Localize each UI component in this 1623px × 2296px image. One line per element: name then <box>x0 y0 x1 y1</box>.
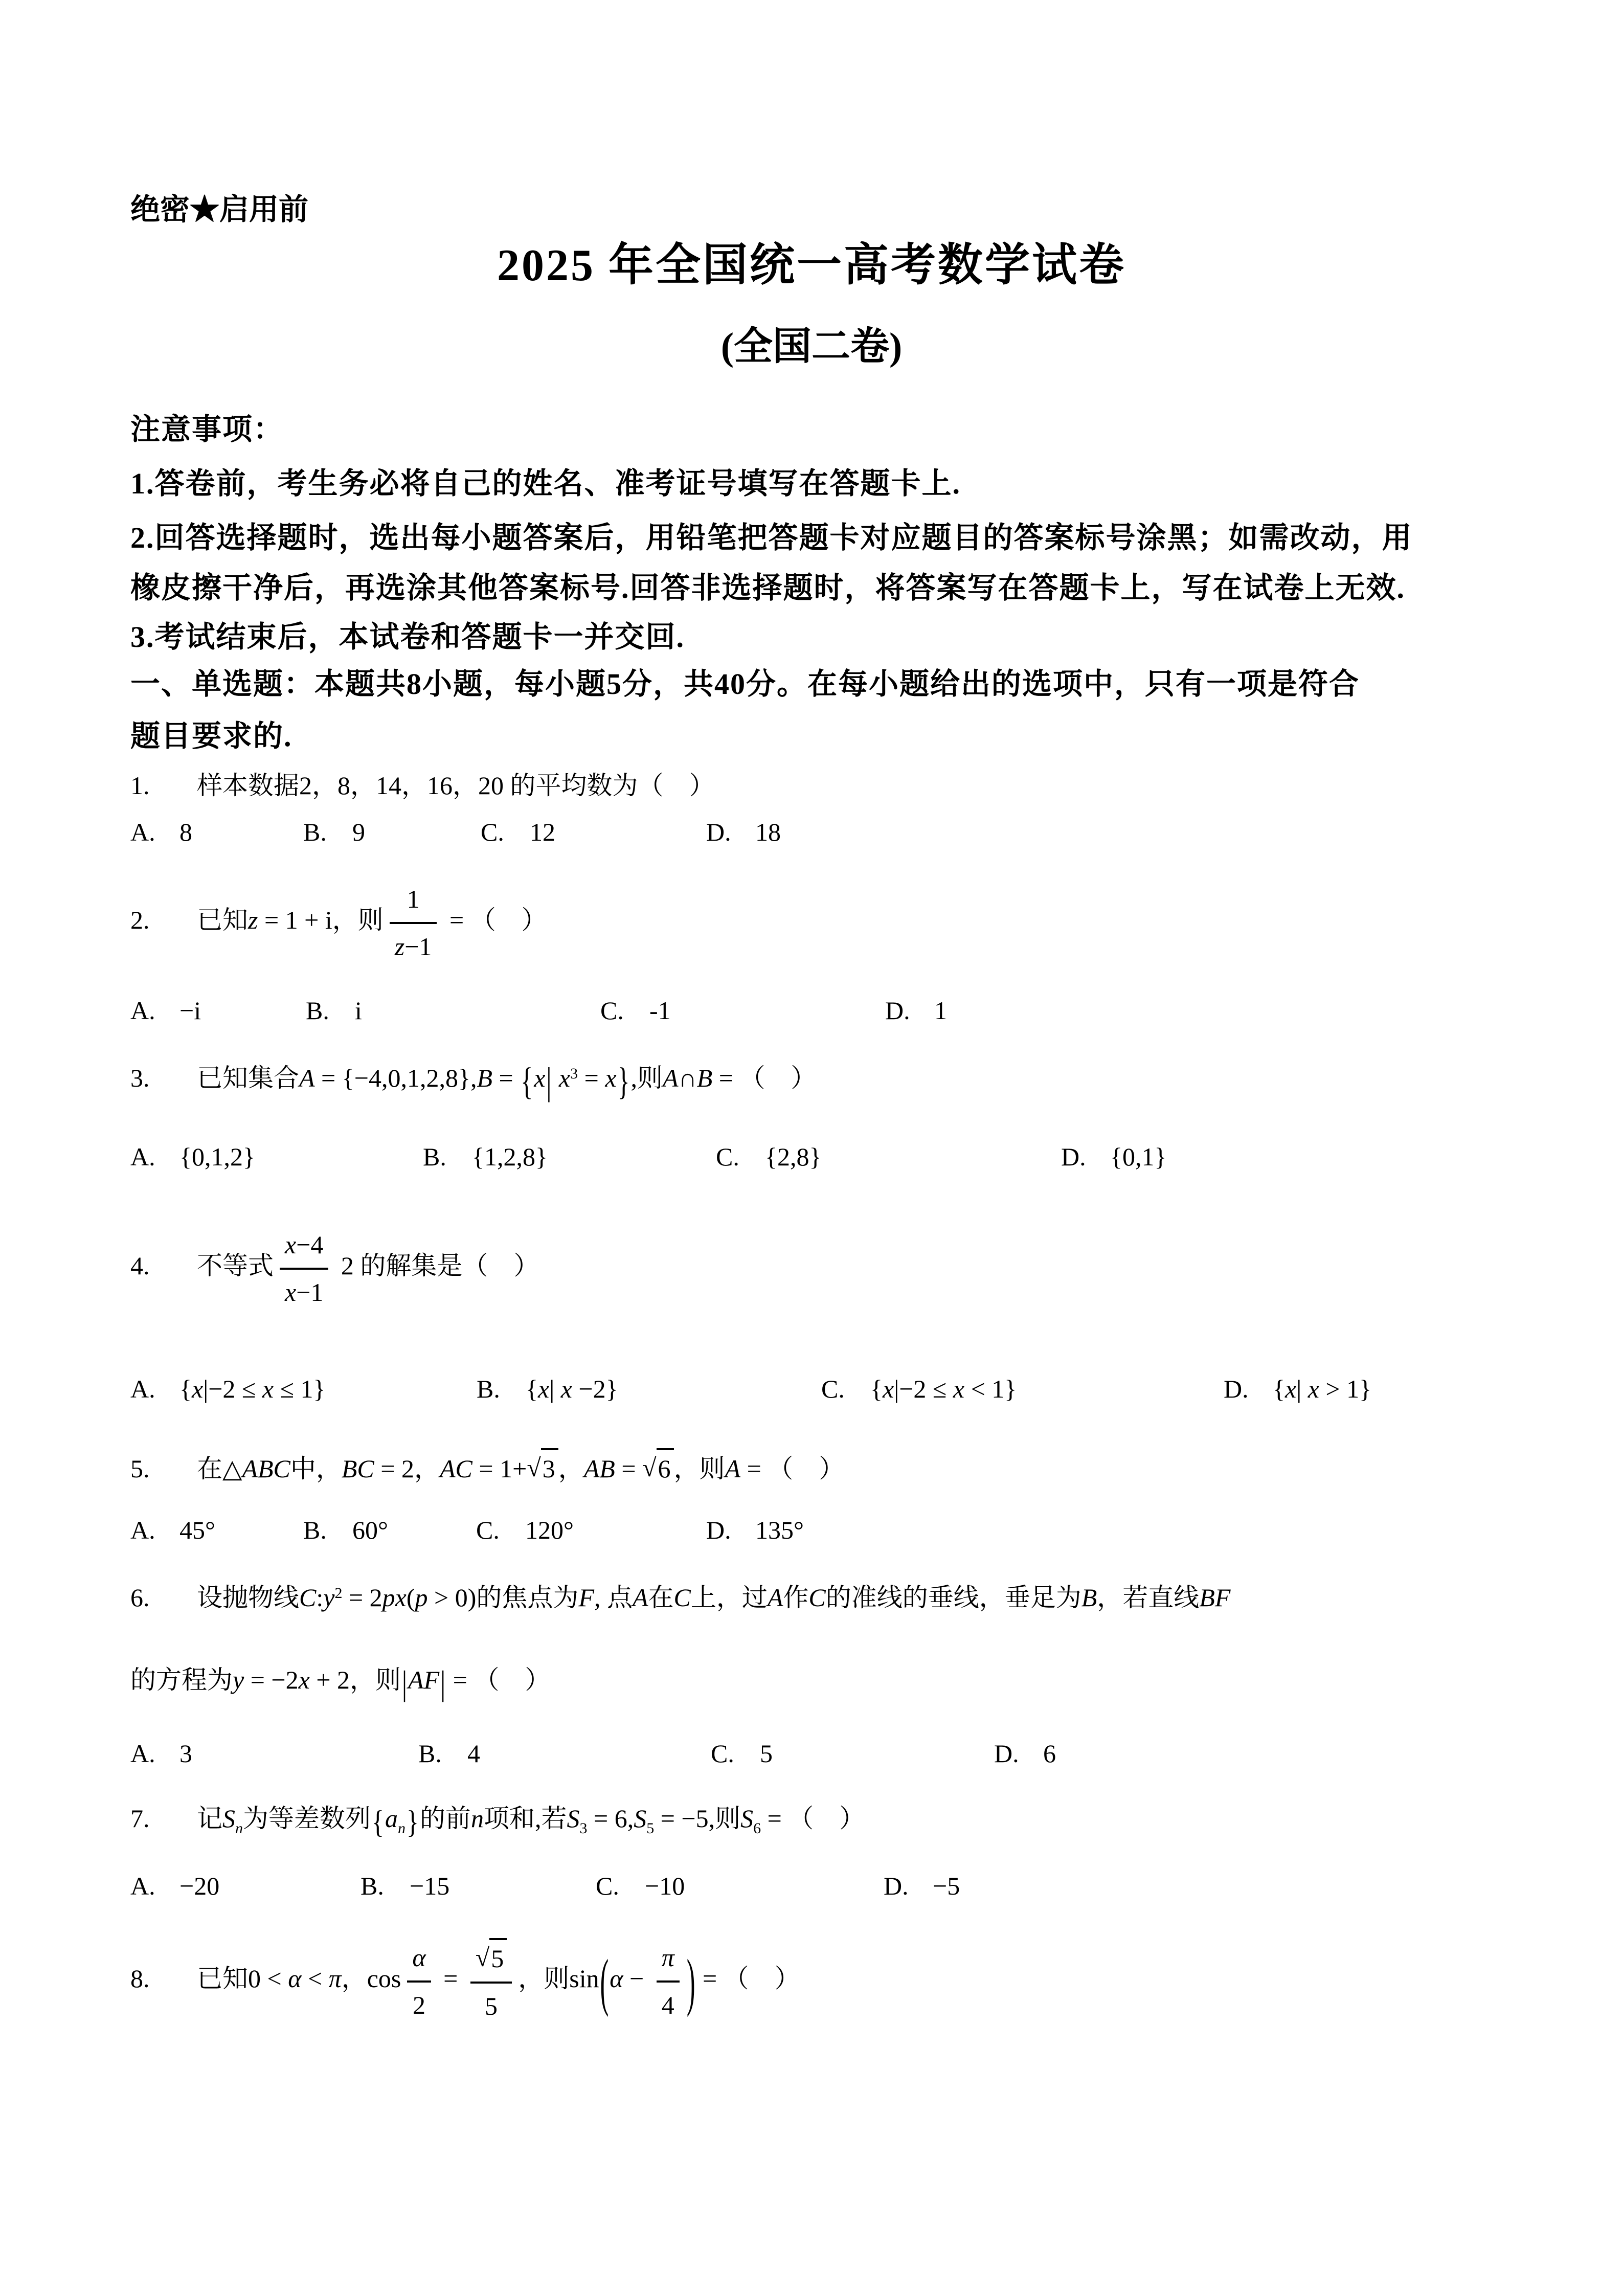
option-label: A. <box>130 1739 155 1768</box>
fraction <box>470 1938 512 2024</box>
question-1-number: 1. <box>130 771 150 800</box>
math-var: n <box>398 1820 405 1837</box>
question-7-stem: 7. 记$S_n$为等差数列$\{a_n\}$的前n项和,若$S_3 = 6,S_5 = -5$,则$S_6$ = （ ） <box>130 1800 865 1840</box>
option-label: D. <box>706 1516 731 1544</box>
question-4-option-d <box>1224 1374 1371 1404</box>
question-5-option-c <box>476 1515 706 1545</box>
question-2-option-d <box>885 996 947 1025</box>
question-4-options <box>130 1374 1371 1404</box>
option-value: {0,1,2} <box>179 1142 255 1171</box>
stretched-delimiter: ) <box>686 1945 695 2017</box>
question-1-stem: 1. 样本数据2，8，14，16，20 的平均数为（ ） <box>130 767 715 804</box>
option-value: 6 <box>1043 1739 1056 1768</box>
radicand: 6 <box>657 1448 674 1488</box>
question-2-option-a <box>130 996 306 1025</box>
option-label: C. <box>600 996 624 1025</box>
question-6-option-d <box>994 1739 1056 1768</box>
option-value: {x| x −2} <box>526 1375 618 1403</box>
stretched-delimiter: { <box>521 1059 533 1102</box>
radical-sign: √ <box>642 1453 657 1482</box>
question-5-option-a <box>130 1515 303 1545</box>
option-label: A. <box>130 1375 155 1403</box>
option-label: C. <box>481 818 504 846</box>
question-6-options <box>130 1739 1056 1768</box>
math-var: x <box>1308 1375 1319 1403</box>
option-value: {x|−2 ≤ x ≤ 1} <box>179 1375 326 1403</box>
fraction <box>280 1226 328 1311</box>
note-line-2-cont: 橡皮擦干净后，再选涂其他答案标号.回答非选择题时，将答案写在答题卡上，写在试卷上无效. <box>130 571 1406 604</box>
option-label: D. <box>1061 1142 1086 1171</box>
math-var: n <box>471 1804 484 1833</box>
question-2-option-b <box>306 996 600 1025</box>
option-label: C. <box>821 1375 845 1403</box>
option-value: 5 <box>760 1739 773 1768</box>
math-var: π <box>661 1943 674 1972</box>
notes-heading: 注意事项： <box>130 413 284 446</box>
option-label: B. <box>303 818 327 846</box>
question-5-options <box>130 1515 804 1545</box>
fraction <box>390 881 437 965</box>
fraction-numerator <box>407 1939 431 1980</box>
option-value: 18 <box>755 818 781 846</box>
question-4-option-b <box>477 1374 821 1404</box>
math-var: x <box>560 1375 572 1403</box>
option-value: 9 <box>352 818 365 846</box>
question-1-option-a <box>130 817 303 847</box>
option-label: B. <box>306 996 329 1025</box>
question-4-stem: 4. 不等式 $\frac{x-4}{x-1}$ 2 的解集是（ ） <box>130 1226 539 1311</box>
question-5-number: 5. <box>130 1454 150 1483</box>
question-3-stem: 3. 已知集合A = {−4,0,1,2,8},B = {x| $x^3 = x$},则A∩B = （ ） <box>130 1059 817 1102</box>
question-4-option-c <box>821 1374 1224 1404</box>
stretched-delimiter: ( <box>600 1945 609 2017</box>
question-2-number: 2. <box>130 905 150 934</box>
subscript <box>235 1820 243 1837</box>
math-var: x <box>953 1375 965 1403</box>
subscript: 5 <box>646 1820 655 1837</box>
question-3-option-d <box>1061 1142 1167 1172</box>
option-value: {x|−2 ≤ x < 1} <box>870 1375 1017 1403</box>
option-value: 120° <box>525 1516 574 1544</box>
question-3-option-b <box>423 1142 716 1172</box>
question-6-option-c <box>711 1739 994 1768</box>
radicand: 3 <box>541 1448 558 1488</box>
option-value: {2,8} <box>765 1142 822 1171</box>
question-3-option-a <box>130 1142 423 1172</box>
subscript: 3 <box>579 1820 588 1837</box>
math-var: A <box>725 1454 741 1483</box>
math-var: π <box>328 1964 342 1993</box>
question-5-option-d <box>706 1515 804 1545</box>
question-5-option-b <box>303 1515 476 1545</box>
math-var: x <box>558 1064 571 1092</box>
math-var: ABC <box>242 1454 290 1483</box>
security-label: 绝密★启用前 <box>130 193 309 226</box>
section-heading: 一、单选题：本题共8小题，每小题5分，共40分。在每小题给出的选项中，只有一项是符合 <box>130 667 1360 701</box>
subscript: 6 <box>753 1820 761 1837</box>
stretched-delimiter: } <box>617 1059 630 1102</box>
question-7-option-a <box>130 1871 360 1901</box>
question-2-options <box>130 996 947 1025</box>
math-var: C <box>808 1583 826 1612</box>
fraction-numerator: x−4 <box>285 1230 324 1259</box>
option-value: 135° <box>755 1516 804 1544</box>
question-3-options <box>130 1142 1167 1172</box>
question-4-number: 4. <box>130 1251 150 1280</box>
math-var: S <box>222 1804 235 1833</box>
option-label: A. <box>130 996 155 1025</box>
option-label: D. <box>994 1739 1019 1768</box>
question-3-option-c <box>716 1142 1061 1172</box>
square-root <box>642 1454 673 1483</box>
option-value: -1 <box>649 996 671 1025</box>
math-var: B <box>477 1064 492 1092</box>
fraction-denominator: 2 <box>407 1980 431 2024</box>
option-value: −10 <box>645 1872 685 1900</box>
fraction-denominator: z−1 <box>390 922 437 965</box>
fraction-denominator: 5 <box>470 1982 512 2025</box>
page-subtitle: (全国二卷) <box>720 325 903 368</box>
math-var: a <box>385 1804 398 1833</box>
option-label: D. <box>706 818 731 846</box>
option-value: 3 <box>179 1739 192 1768</box>
math-var: z <box>394 932 405 961</box>
option-value: 45° <box>179 1516 215 1544</box>
option-value: −20 <box>179 1872 220 1900</box>
option-label: B. <box>360 1872 384 1900</box>
fraction-denominator: x−1 <box>280 1268 328 1311</box>
math-var: x <box>262 1375 274 1403</box>
note-line-2: 2.回答选择题时，选出每小题答案后，用铅笔把答题卡对应题目的答案标号涂黑；如需改动，用 <box>130 521 1413 554</box>
fraction <box>407 1939 431 2023</box>
math-var: z <box>248 905 258 934</box>
math-var: AB <box>583 1454 615 1483</box>
math-var: px <box>382 1583 407 1612</box>
math-var: S <box>634 1804 647 1833</box>
math-var: x <box>285 1230 297 1259</box>
math-var: x <box>534 1064 546 1092</box>
math-var: y <box>323 1583 335 1612</box>
superscript: 2 <box>334 1585 343 1602</box>
option-label: C. <box>596 1872 619 1900</box>
option-label: B. <box>303 1516 327 1544</box>
math-var: α <box>288 1964 302 1993</box>
math-var: BF <box>1199 1583 1231 1612</box>
math-var: y <box>233 1665 244 1694</box>
question-6-number: 6. <box>130 1583 150 1612</box>
option-value: {1,2,8} <box>472 1142 548 1171</box>
math-var: x <box>285 1277 297 1307</box>
math-var: x <box>1285 1375 1297 1403</box>
page-title: 2025 年全国统一高考数学试卷 <box>497 241 1126 290</box>
math-var: n <box>235 1820 243 1837</box>
option-label: A. <box>130 1872 155 1900</box>
option-value: −15 <box>410 1872 450 1900</box>
stretched-delimiter: | <box>402 1663 408 1702</box>
fraction-numerator <box>657 1939 680 1980</box>
question-4-option-a <box>130 1374 477 1404</box>
option-value: −i <box>179 996 201 1025</box>
section-heading-cont: 题目要求的. <box>130 719 292 753</box>
question-3-number: 3. <box>130 1064 150 1092</box>
superscript: 3 <box>570 1065 578 1082</box>
math-var: p <box>415 1583 428 1612</box>
fraction-numerator: 1 <box>407 885 420 913</box>
math-var: α <box>610 1964 623 1993</box>
option-label: D. <box>1224 1375 1249 1403</box>
option-label: C. <box>716 1142 739 1171</box>
option-value: −5 <box>933 1872 960 1900</box>
math-var: A <box>663 1064 679 1092</box>
option-label: A. <box>130 1142 155 1171</box>
option-label: A. <box>130 818 155 846</box>
option-value: i <box>355 996 362 1025</box>
math-var: α <box>412 1943 426 1972</box>
question-7-options <box>130 1871 960 1901</box>
option-label: B. <box>423 1142 446 1171</box>
math-var: x <box>298 1665 310 1694</box>
math-var: x <box>538 1375 550 1403</box>
option-label: B. <box>477 1375 500 1403</box>
question-2-stem: 2. 已知z = 1 + i，则 $\frac{1}{z-1}$ = （ ） <box>130 881 547 965</box>
fraction <box>657 1939 680 2023</box>
option-value: 1 <box>934 996 947 1025</box>
math-var: B <box>1081 1583 1097 1612</box>
question-1-options <box>130 817 781 847</box>
math-var: B <box>696 1064 713 1092</box>
math-var: A <box>299 1064 315 1092</box>
math-var: x <box>883 1375 894 1403</box>
question-7-number: 7. <box>130 1804 150 1833</box>
option-label: C. <box>476 1516 500 1544</box>
option-value: 8 <box>179 818 192 846</box>
math-var: x <box>192 1375 204 1403</box>
question-6-option-a <box>130 1739 418 1768</box>
question-7-option-b <box>360 1871 596 1901</box>
question-5-stem: 5. 在△ABC中，BC = 2，AC = 1+√3 ，AB = √6 ，则A = （ ） <box>130 1448 844 1488</box>
question-8-number: 8. <box>130 1964 150 1993</box>
math-var: x <box>605 1064 617 1092</box>
option-value: 60° <box>352 1516 388 1544</box>
option-label: D. <box>885 996 910 1025</box>
math-var: S <box>740 1804 754 1833</box>
radical-sign: √ <box>527 1453 541 1482</box>
question-6-stem-line2: 的方程为y = −2x + 2，则|AF| = （ ） <box>130 1663 551 1702</box>
question-7-option-d <box>884 1871 960 1901</box>
subscript <box>398 1820 405 1837</box>
question-1-option-d <box>706 817 781 847</box>
radical-sign: √ <box>475 1943 490 1972</box>
math-var: C <box>299 1583 317 1612</box>
option-label: A. <box>130 1516 155 1544</box>
stretched-delimiter: | <box>440 1663 446 1702</box>
question-7-option-c <box>596 1871 884 1901</box>
option-label: C. <box>711 1739 734 1768</box>
option-label: D. <box>884 1872 909 1900</box>
question-1-option-c <box>481 817 706 847</box>
option-value: 4 <box>467 1739 480 1768</box>
fraction-denominator: 4 <box>657 1980 680 2024</box>
option-label: B. <box>418 1739 442 1768</box>
question-2-option-c <box>600 996 885 1025</box>
radicand: 5 <box>489 1938 507 1977</box>
math-var: F <box>578 1583 594 1612</box>
question-8-stem: 8. 已知0 < α < π，cos $\frac{\alpha}{2}$ = $\frac{√5}{5}$ ，则sin(α − $\frac{\pi}{4}$ ) = （ ） <box>130 1938 800 2024</box>
math-var: C <box>673 1583 691 1612</box>
note-line-1: 1.答卷前，考生务必将自己的姓名、准考证号填写在答题卡上. <box>130 467 961 500</box>
stretched-delimiter: } <box>407 1803 419 1839</box>
math-var: AF <box>408 1665 440 1694</box>
stretched-delimiter: { <box>372 1803 384 1839</box>
math-var: BC <box>341 1454 374 1483</box>
question-6-stem: 6. 设抛物线$C:y^2 = 2px(p > 0)$的焦点为F, 点A在C上，过A作C的准线的垂线，垂足为B，若直线BF <box>130 1579 1230 1616</box>
option-value: 12 <box>530 818 555 846</box>
math-var: A <box>632 1583 648 1612</box>
stretched-delimiter: | <box>546 1059 552 1102</box>
math-var: A <box>767 1583 783 1612</box>
note-line-3: 3.考试结束后，本试卷和答题卡一并交回. <box>130 620 685 654</box>
option-value: {x| x > 1} <box>1273 1375 1372 1403</box>
square-root <box>476 1944 507 1973</box>
math-var: AC <box>440 1454 472 1483</box>
question-6-option-b <box>418 1739 711 1768</box>
fraction-numerator <box>470 1938 512 1982</box>
question-1-option-b <box>303 817 481 847</box>
math-var: S <box>567 1804 580 1833</box>
option-value: {0,1} <box>1110 1142 1167 1171</box>
square-root <box>527 1454 558 1483</box>
